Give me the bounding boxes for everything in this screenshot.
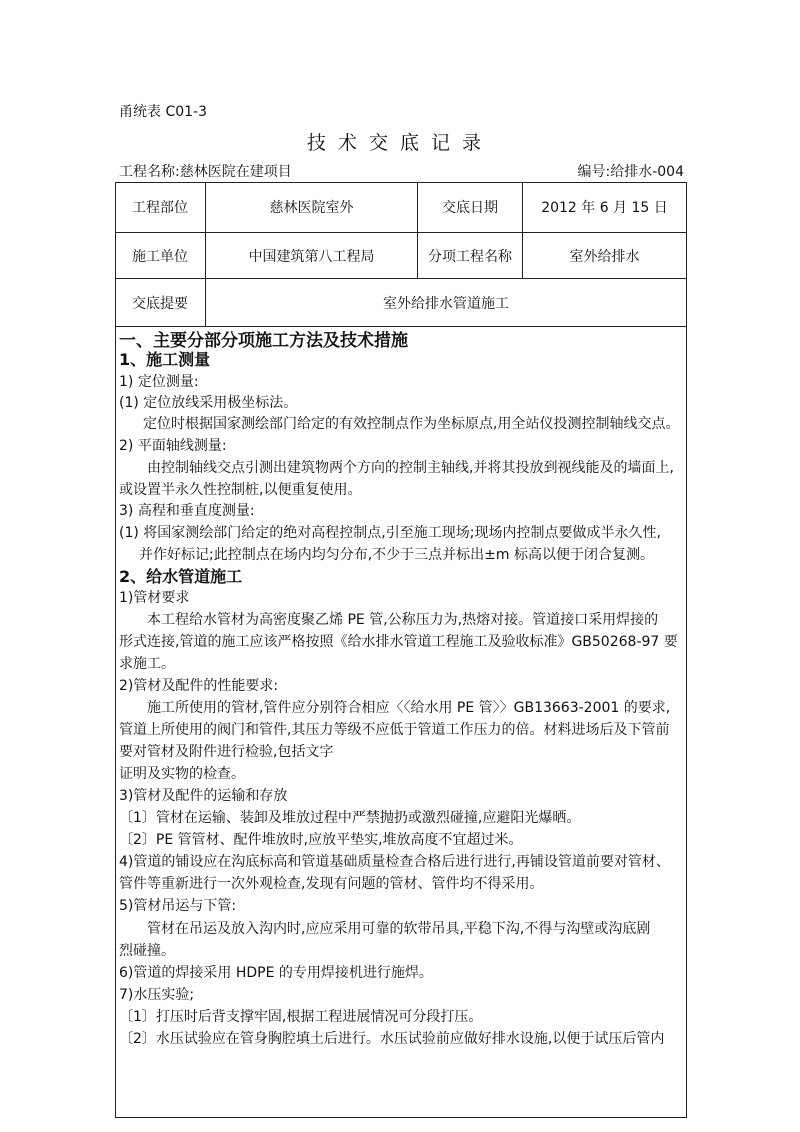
subsection-heading: 1、施工测量 (119, 350, 211, 369)
cell-summary-label: 交底提要 (132, 295, 188, 312)
cell-summary-value: 室外给排水管道施工 (383, 295, 509, 312)
text-line: 1) 定位测量: (119, 374, 199, 390)
text-line: 要对管材及附件进行检验,包括文字 (119, 744, 334, 760)
text-line: (1) 定位放线采用极坐标法。 (119, 395, 298, 411)
text-line: 定位时根据国家测绘部门给定的有效控制点作为坐标原点,用全站仪投测控制轴线交点。 (143, 416, 680, 432)
table-border-right (686, 182, 687, 1118)
text-line: 〔2〕水压试验应在管身胸腔填土后进行。水压试验前应做好排水设施,以便于试压后管内 (119, 1031, 665, 1047)
text-line: 5)管材吊运与下管: (119, 898, 237, 914)
document-number: 编号:给排水-004 (577, 164, 684, 180)
cell-date-label: 交底日期 (442, 200, 498, 216)
text-line: 3) 高程和垂直度测量: (119, 503, 255, 519)
text-line: 本工程给水管材为高密度聚乙烯 PE 管,公称压力为,热熔对接。管道接口采用焊接的 (147, 612, 659, 628)
cell-date-value: 2012 年 6 月 15 日 (541, 200, 668, 216)
form-code: 甬统表 C01-3 (119, 104, 207, 120)
cell-contractor-label: 施工单位 (132, 248, 188, 265)
text-line: 证明及实物的检查。 (119, 766, 245, 782)
text-line: 2) 平面轴线测量: (119, 438, 227, 454)
project-name: 工程名称:慈林医院在建项目 (119, 164, 292, 180)
text-line: 6)管道的焊接采用 HDPE 的专用焊接机进行施焊。 (119, 965, 433, 981)
text-line: 或设置半永久性控制桩,以便重复使用。 (119, 482, 362, 498)
text-line: 施工所使用的管材,管件应分别符合相应〈〈给水用 PE 管〉〉GB13663-2001 的要求, (147, 700, 671, 716)
text-line: 〔1〕管材在运输、装卸及堆放过程中严禁抛扔或激烈碰撞,应避阳光爆晒。 (119, 810, 581, 826)
text-line: (1) 将国家测绘部门给定的绝对高程控制点,引至施工现场;现场内控制点要做成半永久性, (119, 525, 661, 541)
table-border-bottom (115, 1117, 687, 1118)
cell-project-part-label: 工程部位 (132, 200, 188, 216)
document-title: 技术交底记录 (306, 132, 493, 154)
cell-contractor-value: 中国建筑第八工程局 (248, 248, 375, 265)
section-heading: 一、主要分部分项施工方法及技术措施 (119, 331, 408, 351)
text-line: 形式连接,管道的施工应该严格按照《给水排水管道工程施工及验收标准》GB50268-97 要 (119, 634, 678, 650)
subsection-heading: 2、给水管道施工 (119, 567, 243, 586)
text-line: 〔1〕打压时后背支撑牢固,根据工程进展情况可分段打压。 (119, 1009, 483, 1025)
cell-subproject-value: 室外给排水 (569, 248, 640, 265)
text-line: 3)管材及配件的运输和存放 (119, 788, 288, 804)
text-line: 求施工。 (119, 656, 175, 672)
text-line: 由控制轴线交点引测出建筑物两个方向的控制主轴线,并将其投放到视线能及的墙面上, (147, 460, 674, 476)
text-line: 管件等重新进行一次外观检查,发现有问题的管材、管件均不得采用。 (119, 876, 544, 892)
text-line: 4)管道的铺设应在沟底标高和管道基础质量检查合格后进行进行,再铺设管道前要对管材、 (119, 854, 670, 870)
text-line: 管材在吊运及放入沟内时,应应采用可靠的软带吊具,平稳下沟,不得与沟壁或沟底剧 (147, 921, 651, 937)
text-line: 〔2〕PE 管管材、配件堆放时,应放平垫实,堆放高度不宜超过米。 (119, 832, 523, 848)
cell-subproject-label: 分项工程名称 (428, 248, 512, 265)
text-line: 7)水压实验; (119, 987, 195, 1003)
text-line: 2)管材及配件的性能要求: (119, 678, 279, 694)
text-line: 并作好标记;此控制点在场内均匀分布,不少于三点并标出±m 标高以便于闭合复测。 (139, 547, 654, 563)
cell-project-part-value: 慈林医院室外 (269, 200, 354, 216)
text-line: 管道上所使用的阀门和管件,其压力等级不应低于管道工作压力的倍。材料进场后及下管前 (119, 722, 670, 738)
text-line: 烈碰撞。 (119, 943, 175, 959)
text-line: 1)管材要求 (119, 590, 190, 606)
